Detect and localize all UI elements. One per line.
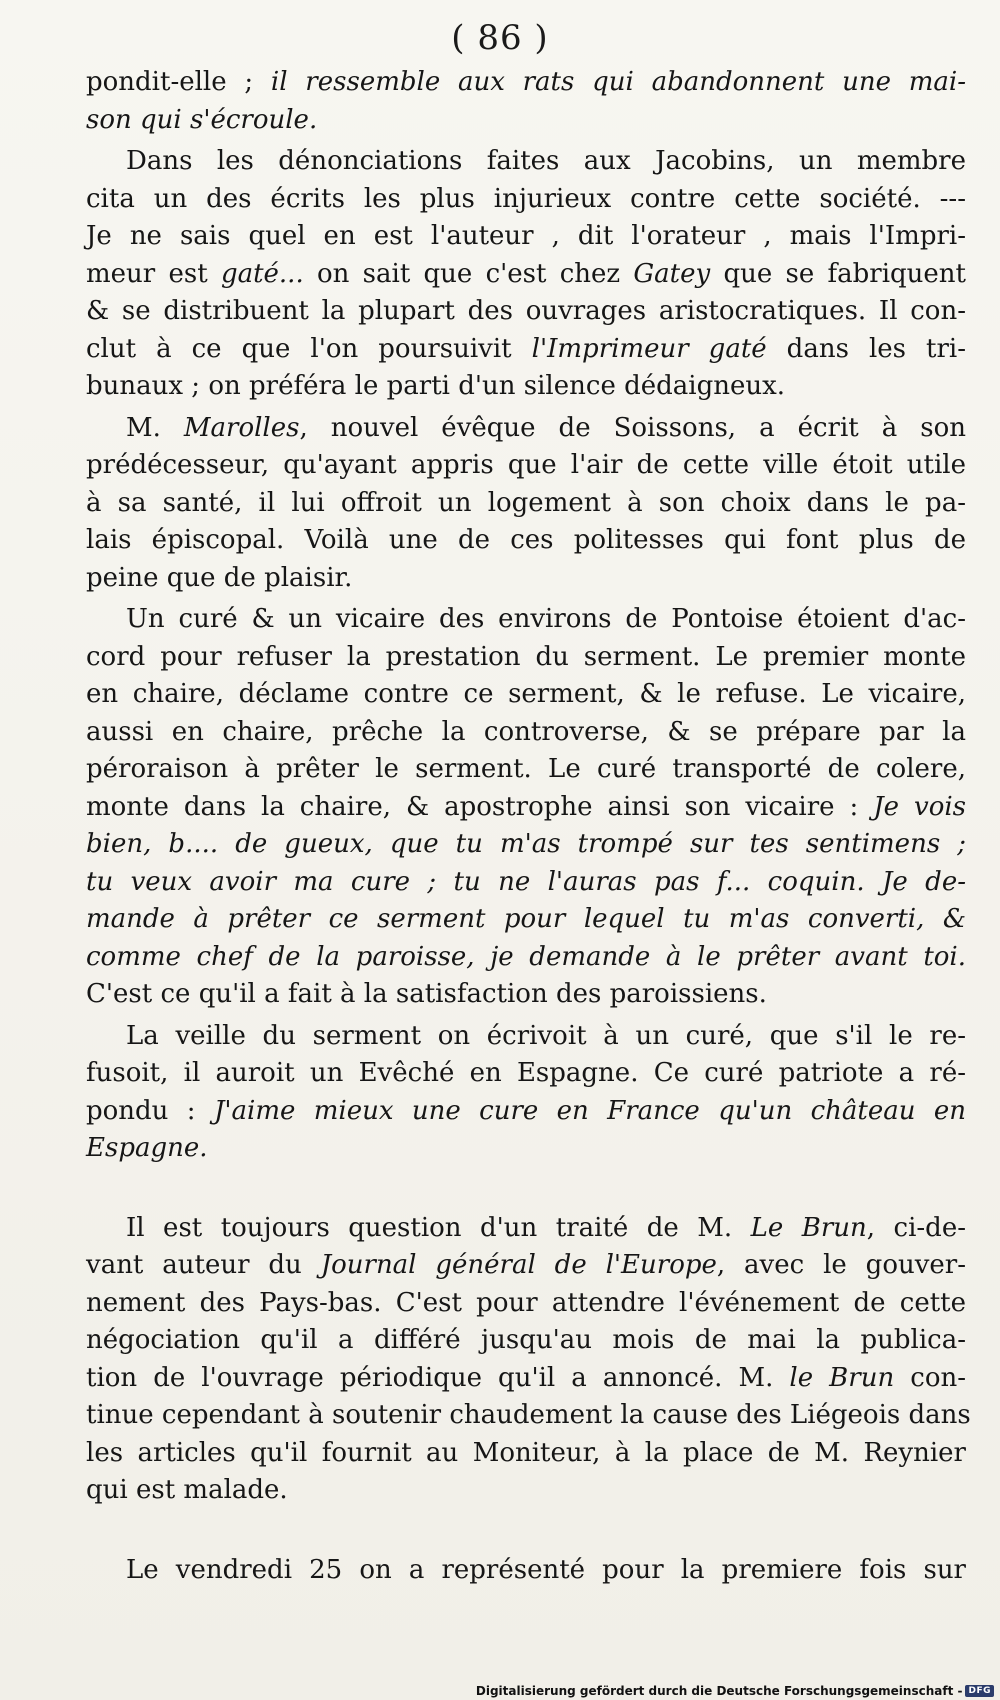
paragraph-7 <box>86 1552 966 1590</box>
text-line <box>86 410 966 448</box>
paragraph-1 <box>86 64 966 139</box>
text-line <box>86 864 966 902</box>
text-line <box>86 1210 966 1248</box>
body-text <box>86 64 971 1589</box>
text-span: con- <box>894 1362 966 1393</box>
text-span: M. <box>126 412 184 443</box>
text-line: qui est malade. <box>86 1475 288 1505</box>
text-span: monte dans la chaire, & apostrophe ainsi son vicaire : <box>86 791 874 822</box>
italic-span: l'Imprimeur gaté <box>531 333 767 364</box>
text-line <box>86 1247 966 1285</box>
text-span: pondit-elle ; <box>86 67 271 97</box>
text-line: bunaux ; on préféra le parti d'un silence dédaigneux. <box>86 371 786 401</box>
text-span: , ci-de- <box>866 1212 966 1243</box>
text-line: en chaire, déclame contre ce serment, & le refuse. Le vicaire, <box>86 679 966 709</box>
text-line: Je ne sais quel en est l'auteur , dit l'orateur , mais l'Impri- <box>86 221 966 251</box>
italic-span: Journal général de l'Europe <box>320 1250 717 1280</box>
italic-span: Le Brun <box>750 1212 867 1243</box>
paragraph-3 <box>86 410 966 598</box>
text-line <box>86 789 966 827</box>
text-span: clut à ce que l'on poursuivit <box>86 333 532 364</box>
text-line <box>86 1093 966 1131</box>
text-span: pondu : <box>86 1095 214 1126</box>
text-line <box>86 256 966 294</box>
italic-span: mande à prêter ce serment pour lequel tu m'as converti, & <box>86 904 966 934</box>
text-line: lais épiscopal. Voilà une de ces politesses qui font plus de <box>86 525 966 555</box>
text-line: & se distribuent la plupart des ouvrages aristocratiques. Il con- <box>86 296 966 326</box>
text-line: négociation qu'il a différé jusqu'au mois de mai la publica- <box>86 1325 966 1355</box>
text-line: péroraison à prêter le serment. Le curé transporté de colere, <box>86 754 966 784</box>
text-line: tinue cependant à soutenir chaudement la cause des Liégeois dans <box>86 1400 971 1430</box>
text-line: à sa santé, il lui offroit un logement à son choix dans le pa- <box>86 487 966 518</box>
italic-span: Espagne. <box>86 1133 208 1163</box>
paragraph-2 <box>86 143 966 406</box>
text-line: les articles qu'il fournit au Moniteur, à la place de M. Reynier <box>86 1437 966 1468</box>
paragraph-5 <box>86 1018 966 1168</box>
text-line: Dans les dénonciations faites aux Jacobins, un membre <box>126 146 966 176</box>
italic-span: gaté... <box>220 258 304 289</box>
text-line: Un curé & un vicaire des environs de Pontoise étoient d'ac- <box>126 604 966 634</box>
text-line: fusoit, il auroit un Evêché en Espagne. Ce curé patriote a ré- <box>86 1058 966 1088</box>
text-span: dans les tri- <box>766 333 966 364</box>
text-line <box>86 1130 966 1168</box>
italic-span: Je vois <box>873 791 967 822</box>
text-line <box>86 64 966 102</box>
text-span: Il est toujours question d'un traité de M. <box>126 1212 751 1243</box>
text-line: cita un des écrits les plus injurieux contre cette société. --- <box>86 183 966 214</box>
text-span: on sait que c'est chez <box>303 258 634 289</box>
text-line: Le vendredi 25 on a représenté pour la premiere fois sur <box>126 1554 966 1585</box>
italic-span: il ressemble aux rats qui abandonnent une mai- <box>270 67 966 97</box>
text-line: peine que de plaisir. <box>86 562 353 593</box>
italic-span: Marolles <box>183 412 300 443</box>
italic-span: Gatey <box>633 258 711 289</box>
page-number: ( 86 ) <box>451 18 549 58</box>
paragraph-6 <box>86 1210 971 1510</box>
text-line <box>86 826 966 864</box>
text-span: , nouvel évêque de Soissons, a écrit à son <box>299 412 966 443</box>
credit-text: Digitalisierung gefördert durch die Deutsche Forschungsgemeinschaft - <box>475 1684 963 1698</box>
text-span: vant auteur du <box>86 1250 321 1280</box>
italic-span: comme chef de la paroisse, je demande à le prêter avant toi. <box>86 941 966 972</box>
text-span: meur est <box>86 258 221 289</box>
text-line <box>86 901 966 939</box>
text-span: , avec le gouver- <box>716 1250 967 1280</box>
text-line: cord pour refuser la prestation du serment. Le premier monte <box>86 641 966 672</box>
text-span: que se fabriquent <box>710 258 966 289</box>
text-line <box>86 939 966 977</box>
text-line <box>86 1360 966 1398</box>
text-line: nement des Pays-bas. C'est pour attendre l'événement de cette <box>86 1287 966 1318</box>
text-line <box>86 102 966 140</box>
text-span: tion de l'ouvrage périodique qu'il a annoncé. M. <box>86 1362 790 1393</box>
text-line: La veille du serment on écrivoit à un curé, que s'il le re- <box>126 1020 966 1051</box>
paragraph-4 <box>86 601 966 1014</box>
digitization-credit <box>476 1684 994 1698</box>
italic-span: J'aime mieux une cure en France qu'un château en <box>213 1095 966 1126</box>
italic-span: le Brun <box>789 1362 895 1393</box>
text-line <box>86 331 966 369</box>
italic-span: bien, b.... de gueux, que tu m'as trompé sur tes sentimens ; <box>86 829 966 859</box>
italic-span: tu veux avoir ma cure ; tu ne l'auras pas f... coquin. Je de- <box>86 866 966 897</box>
text-line: aussi en chaire, prêche la controverse, & se prépare par la <box>86 716 966 747</box>
italic-span: son qui s'écroule. <box>86 104 318 135</box>
text-line: C'est ce qu'il a fait à la satisfaction des paroissiens. <box>86 979 767 1009</box>
dfg-logo: DFG <box>965 1685 994 1697</box>
text-line: prédécesseur, qu'ayant appris que l'air de cette ville étoit utile <box>86 450 966 480</box>
